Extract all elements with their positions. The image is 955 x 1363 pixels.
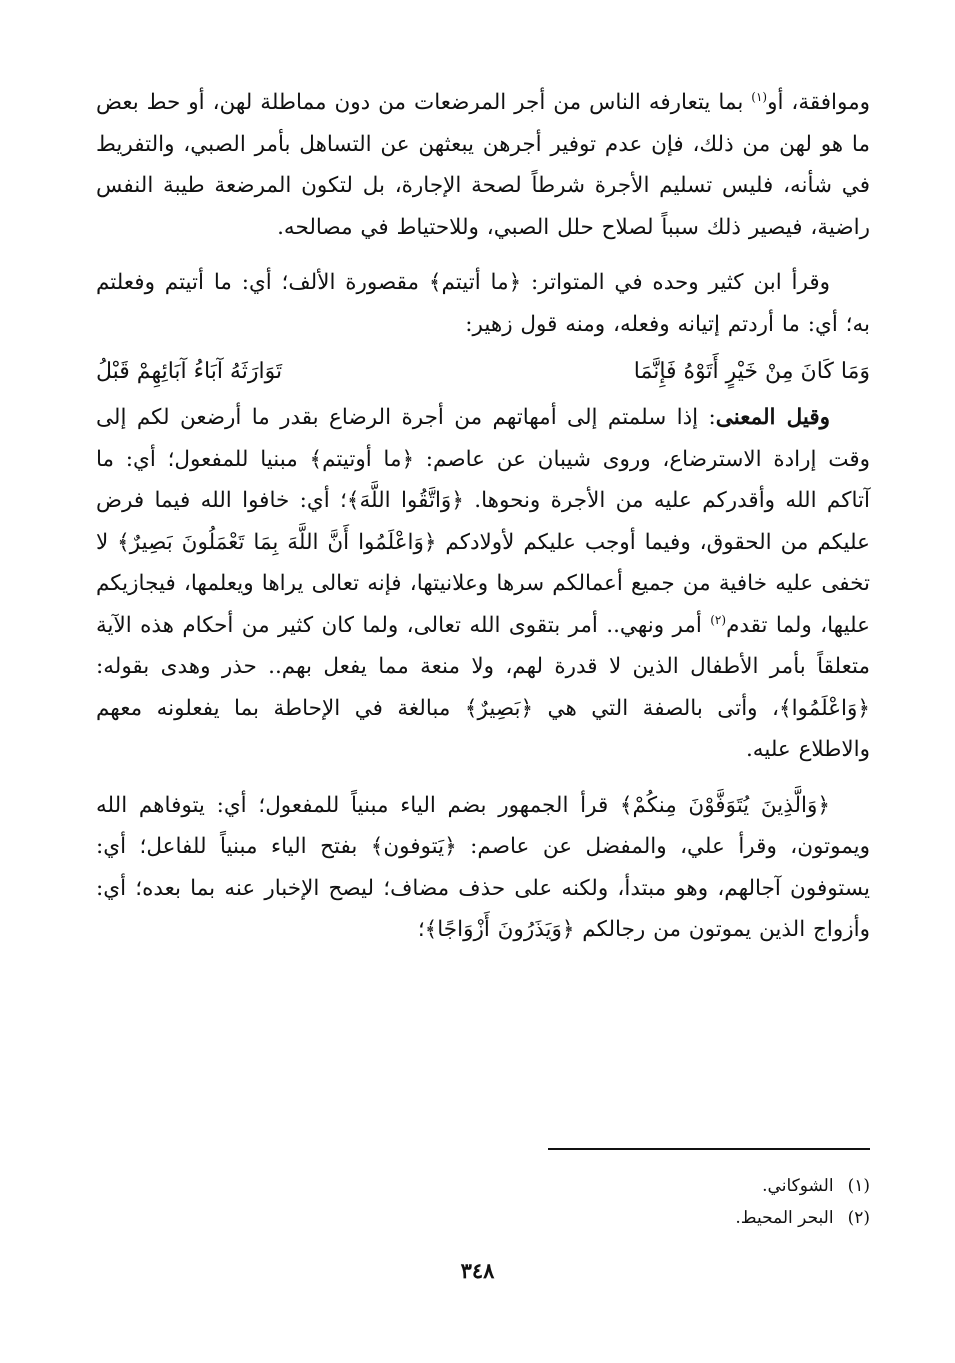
paragraph-text: ﴿وَالَّذِينَ يُتَوَفَّوْنَ مِنكُمْ﴾ قرأ الجمهور بضم الياء مبنياً للمفعول؛ أي: يتوفاهم الله ويموتون، وقرأ علي، والمفضل عن عاصم: ﴿يَتوفون﴾ بفتح الياء مبنياً للفاعل؛ أي: يستوفون آجالهم، وهو مبتدأ، ولكنه على حذف مضاف؛ ليصح الإخبار عنه بما بعده؛ أي: وأزواج الذين يموتون من رجالكم ﴿وَيَذَرُونَ أَزْوَاجًا﴾؛ (96, 792, 870, 942)
verse-first-hemistich: وَمَا كَانَ مِنْ خَيْرٍ أَتَوْهُ فَإِنَّمَا (633, 359, 870, 384)
footnote-number: (١) (847, 1176, 870, 1196)
paragraph-text: أمر ونهي.. أمر بتقوى الله تعالى، ولما كان كثير من أحكام هذه الآية متعلقاً بأمر الأطفال الذين لا قدرة لهم، ولا منعة مما يفعل بهم.. حذر وهدى بقوله: ﴿وَاعْلَمُوا﴾، وأتى بالصفة التي هي ﴿بَصِيرٌ﴾ مبالغة في الإحاطة بما يفعلونه معهم والاطلاع عليه. (96, 612, 870, 762)
body-paragraph (96, 82, 870, 248)
footnote-text: الشوكاني. (762, 1176, 834, 1196)
paragraph-text: وقرأ ابن كثير وحده في المتواتر: ﴿ما أتيتم﴾ مقصورة الألف؛ أي: ما أتيتم وفعلتم به؛ أي: ما أردتم إتيانه وفعله، ومنه قول زهير: (96, 270, 870, 337)
paragraph-text: : إذا سلمتم إلى أمهاتهم من أجرة الرضاع بقدر ما أرضعن لكم إلى وقت إرادة الاسترضاع، وروى شيبان عن عاصم: ﴿ما أوتيتم﴾ مبنيا للمفعول؛ أي: ما آتاكم الله وأقدركم عليه من الأجرة ونحوها. ﴿وَاتَّقُوا اللَّهَ﴾؛ أي: خافوا الله فيما فرض عليكم من الحقوق، وفيما أوجب عليكم لأولادكم ﴿وَاعْلَمُوا أَنَّ اللَّهَ بِمَا تَعْمَلُونَ بَصِيرٌ﴾ لا تخفى عليه خافية من جميع أعمالكم سرها وعلانيتها، فإنه تعالى يراها ويعلمها، فيجازيكم عليها، ولما تقدم (96, 405, 871, 638)
footnote-item (470, 1202, 870, 1234)
paragraph-text: وموافقة، أو (767, 90, 870, 115)
footnote-item (470, 1170, 870, 1202)
footnote-reference: (١) (751, 89, 768, 104)
body-paragraph (96, 785, 870, 951)
verse-second-hemistich: تَوَارَثَهُ آبَاءُ آبَائِهِمْ قَبْلُ (96, 359, 283, 384)
page-body (96, 82, 870, 951)
paragraph-text: بما يتعارفه الناس من أجر المرضعات من دون مماطلة لهن، أو حط بعض ما هو لهن من ذلك، فإن عدم توفير أجرهن يبعثهن عن التساهل بأمر الصبي، والتفريط في شأنه، فليس تسليم الأجرة شرطاً لصحة الإجارة، بل لتكون المرضعة طيبة النفس راضية، فيصير ذلك سبباً لصلاح حلل الصبي، وللاحتياط في مصالحه. (96, 90, 870, 240)
footnotes (470, 1170, 870, 1234)
footnote-number: (٢) (847, 1208, 870, 1228)
footnote-reference: (٢) (710, 612, 727, 627)
page-number: ٣٤٨ (460, 1258, 495, 1283)
body-paragraph (96, 262, 870, 345)
body-paragraph (96, 397, 870, 771)
footnote-separator (548, 1148, 870, 1150)
footnote-text: البحر المحيط. (735, 1208, 834, 1228)
bold-heading-text: وقيل المعنى (715, 405, 830, 430)
poetry-verse (96, 351, 870, 393)
